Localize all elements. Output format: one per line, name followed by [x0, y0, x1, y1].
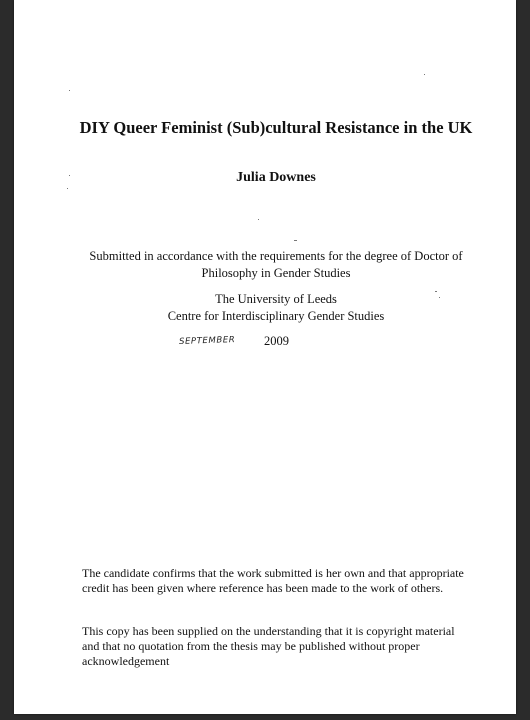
scan-speck: [69, 175, 70, 176]
scan-speck: [424, 74, 425, 75]
declaration-paragraph: The candidate confirms that the work submitted is her own and that appropriate credit has been given where reference has been made to the work of others.: [82, 566, 464, 595]
scan-speck: [258, 219, 259, 220]
author-name: Julia Downes: [236, 170, 316, 185]
copyright-paragraph: This copy has been supplied on the understanding that it is copyright material and that no quotation from the thesis may be published without proper acknowledgement: [82, 624, 455, 668]
scan-speck: [294, 240, 297, 241]
centre-name: Centre for Interdisciplinary Gender Studies: [167, 309, 385, 323]
scan-speck: [67, 188, 68, 189]
university-name: The University of Leeds: [215, 292, 337, 306]
thesis-title: DIY Queer Feminist (Sub)cultural Resistance in the UK: [79, 118, 473, 137]
submission-year: 2009: [264, 334, 289, 348]
document-page: [14, 0, 516, 714]
scan-speck: [69, 90, 70, 91]
handwritten-month: SEPTEMBER: [178, 335, 236, 347]
submission-statement: Submitted in accordance with the requirements for the degree of Doctor of Philosophy in Gender Studies: [89, 249, 463, 280]
